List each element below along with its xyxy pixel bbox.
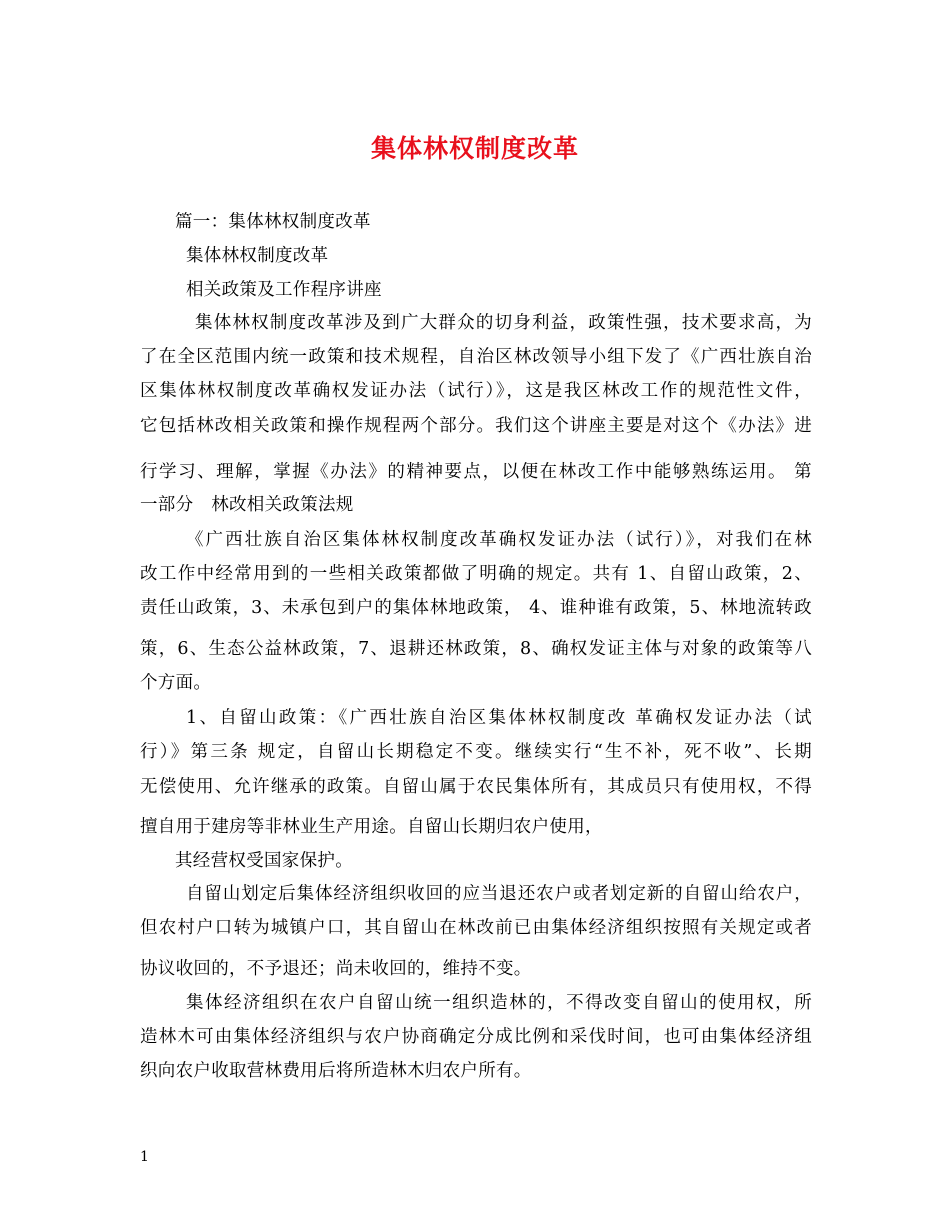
document-title: 集体林权制度改革 — [370, 134, 579, 163]
paragraph-line: 行学习、理解，掌握《办法》的精神要点，以便在林改工作中能够熟练运用。 第 — [140, 462, 812, 482]
paragraph-line: 责任山政策，3、未承包到户的集体林地政策， 4、谁种谁有政策，5、林地流转政 — [140, 598, 812, 618]
paragraph-line: 协议收回的，不予退还；尚未收回的，维持不变。 — [140, 959, 532, 979]
paragraph-line: 行）》第三条 规定，自留山长期稳定不变。继续实行“生不补，死不收”、长期 — [140, 742, 812, 762]
paragraph-line: 集体经济组织在农户自留山统一组织造林的，不得改变自留山的使用权，所 — [186, 993, 812, 1013]
paragraph-line: 个方面。 — [140, 673, 212, 693]
subheading: 集体林权制度改革 — [186, 246, 329, 266]
section-heading: 篇一：集体林权制度改革 — [175, 212, 371, 232]
paragraph-line: 策，6、生态公益林政策，7、退耕还林政策，8、确权发证主体与对象的政策等八 — [140, 639, 812, 659]
paragraph-line: 织向农户收取营林费用后将所造林木归农户所有。 — [140, 1061, 532, 1081]
paragraph-line: 其经营权受国家保护。 — [175, 851, 353, 871]
paragraph-line: 擅自用于建房等非林业生产用途。自留山长期归农户使用， — [140, 817, 603, 837]
paragraph-line: 但农村户口转为城镇户口，其自留山在林改前已由集体经济组织按照有关规定或者 — [140, 918, 812, 938]
paragraph-line: 1、自留山政策：《广西壮族自治区集体林权制度改 革确权发证办法（试 — [186, 708, 812, 728]
paragraph-line: 了在全区范围内统一政策和技术规程，自治区林改领导小组下发了《广西壮族自治 — [140, 347, 812, 367]
paragraph-line: 它包括林改相关政策和操作规程两个部分。我们这个讲座主要是对这个《办法》进 — [140, 416, 812, 436]
paragraph-line: 无偿使用、允许继承的政策。自留山属于农民集体所有，其成员只有使用权，不得 — [140, 777, 812, 797]
subheading: 相关政策及工作程序讲座 — [186, 280, 382, 300]
paragraph-line: 集体林权制度改革涉及到广大群众的切身利益，政策性强，技术要求高，为 — [195, 313, 812, 333]
page-number: 1 — [140, 1149, 149, 1165]
part-heading: 一部分 林改相关政策法规 — [140, 495, 354, 515]
paragraph-line: 造林木可由集体经济组织与农户协商确定分成比例和采伐时间，也可由集体经济组 — [140, 1027, 812, 1047]
paragraph-line: 自留山划定后集体经济组织收回的应当退还农户或者划定新的自留山给农户， — [186, 884, 812, 904]
paragraph-line: 《广西壮族自治区集体林权制度改革确权发证办法（试行）》，对我们在林 — [186, 530, 812, 550]
paragraph-line: 区集体林权制度改革确权发证办法（试行）》，这是我区林改工作的规范性文件， — [140, 381, 812, 401]
paragraph-line: 改工作中经常用到的一些相关政策都做了明确的规定。共有 1、自留山政策，2、 — [140, 564, 812, 584]
